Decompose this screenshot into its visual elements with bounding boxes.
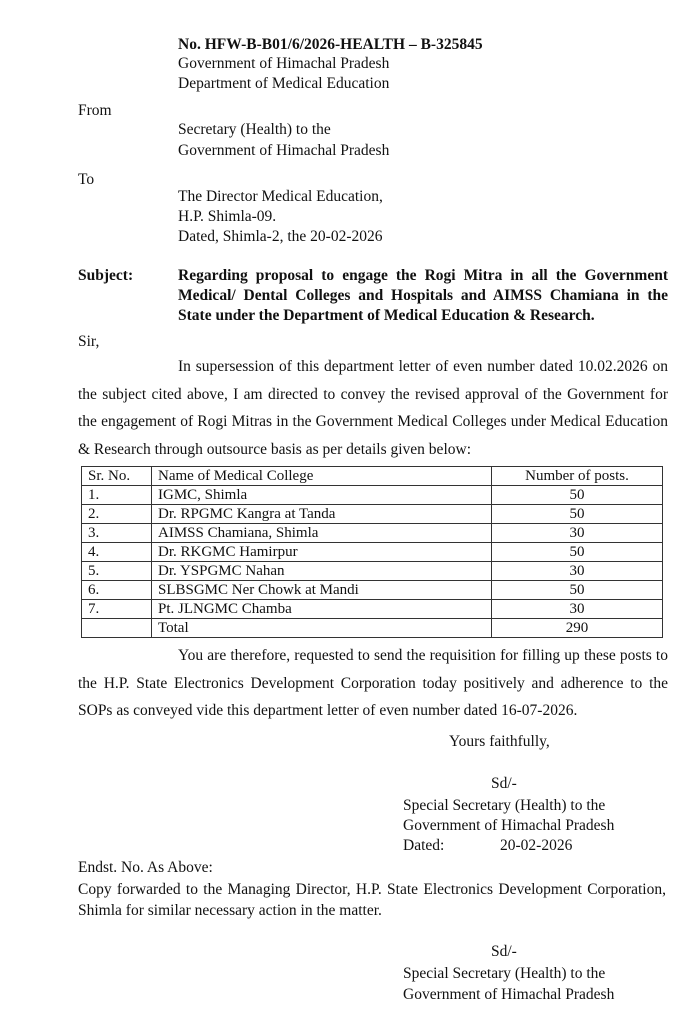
table-cell-srno: 7. <box>82 600 152 619</box>
table-row <box>82 562 663 581</box>
signature-1-line-2: Government of Himachal Pradesh <box>403 817 615 834</box>
table-cell-posts: 50 <box>492 581 663 600</box>
body-paragraph-2 <box>78 642 668 725</box>
header-government: Government of Himachal Pradesh <box>178 55 390 72</box>
table-cell-college: Dr. RKGMC Hamirpur <box>152 543 492 562</box>
signature-2-sd: Sd/- <box>491 943 517 960</box>
table-row <box>82 581 663 600</box>
endorsement-text: Copy forwarded to the Managing Director, H.P. State Electronics Development Corporation, Shimla for similar necessary action in the matter. <box>78 881 666 919</box>
table-cell-posts: 50 <box>492 505 663 524</box>
signature-2-line-2: Government of Himachal Pradesh <box>403 986 615 1003</box>
body-paragraph-1-text: In supersession of this department letter of even number dated 10.02.2026 on the subject cited above, I am directed to convey the revised approval of the Government for the engagement of Rogi Mitras in the Government Medical Colleges under Medical Education & Research through outsource basis as per details given below: <box>78 358 668 458</box>
table-cell-empty <box>82 619 152 638</box>
table-total-label: Total <box>152 619 492 638</box>
table-cell-srno: 1. <box>82 486 152 505</box>
from-line-2: Government of Himachal Pradesh <box>178 142 390 159</box>
endorsement-label: Endst. No. As Above: <box>78 859 213 876</box>
table-cell-srno: 6. <box>82 581 152 600</box>
table-cell-srno: 3. <box>82 524 152 543</box>
table-row <box>82 505 663 524</box>
table-cell-posts: 30 <box>492 600 663 619</box>
table-row <box>82 600 663 619</box>
body-paragraph-2-text: You are therefore, requested to send the requisition for filling up these posts to the H.P. State Electronics Development Corporation today positively and adherence to the SOPs as conveyed vide this department letter of even number dated 16-07-2026. <box>78 647 668 719</box>
table-header-posts: Number of posts. <box>492 467 663 486</box>
signature-1-dated-value: 20-02-2026 <box>500 837 573 854</box>
table-cell-college: Dr. RPGMC Kangra at Tanda <box>152 505 492 524</box>
table-cell-srno: 2. <box>82 505 152 524</box>
table-cell-college: AIMSS Chamiana, Shimla <box>152 524 492 543</box>
table-row <box>82 524 663 543</box>
table-cell-college: Dr. YSPGMC Nahan <box>152 562 492 581</box>
subject-label: Subject: <box>78 267 134 284</box>
table-row <box>82 543 663 562</box>
dated-line: Dated, Shimla-2, the 20-02-2026 <box>178 228 383 245</box>
table-row <box>82 486 663 505</box>
header-department: Department of Medical Education <box>178 75 390 92</box>
letter-number: No. HFW-B-B01/6/2026-HEALTH – B-325845 <box>178 36 483 53</box>
table-cell-posts: 50 <box>492 543 663 562</box>
from-label: From <box>78 102 112 119</box>
table-cell-posts: 30 <box>492 524 663 543</box>
from-line-1: Secretary (Health) to the <box>178 121 331 138</box>
table-cell-srno: 5. <box>82 562 152 581</box>
table-cell-posts: 50 <box>492 486 663 505</box>
table-header-college: Name of Medical College <box>152 467 492 486</box>
subject-line-3: State under the Department of Medical Education & Research. <box>178 307 595 324</box>
table-total-value: 290 <box>492 619 663 638</box>
table-cell-college: SLBSGMC Ner Chowk at Mandi <box>152 581 492 600</box>
signature-1-sd: Sd/- <box>491 775 517 792</box>
to-label: To <box>78 171 95 188</box>
table-cell-srno: 4. <box>82 543 152 562</box>
to-line-2: H.P. Shimla-09. <box>178 208 277 225</box>
body-paragraph-1 <box>78 353 668 463</box>
signature-1-line-1: Special Secretary (Health) to the <box>403 797 606 814</box>
table-cell-college: IGMC, Shimla <box>152 486 492 505</box>
closing: Yours faithfully, <box>449 733 550 750</box>
subject-line-1: Regarding proposal to engage the Rogi Mitra in all the Government <box>178 267 668 284</box>
table-total-row <box>82 619 663 638</box>
signature-2-line-1: Special Secretary (Health) to the <box>403 965 606 982</box>
salutation: Sir, <box>78 333 100 350</box>
table-header-srno: Sr. No. <box>82 467 152 486</box>
subject-line-2: Medical/ Dental Colleges and Hospitals and AIMSS Chamiana in the <box>178 287 668 304</box>
signature-1-dated-label: Dated: <box>403 837 445 854</box>
table-header-row <box>82 467 663 486</box>
posts-table <box>81 466 663 638</box>
table-cell-college: Pt. JLNGMC Chamba <box>152 600 492 619</box>
to-line-1: The Director Medical Education, <box>178 188 383 205</box>
table-cell-posts: 30 <box>492 562 663 581</box>
